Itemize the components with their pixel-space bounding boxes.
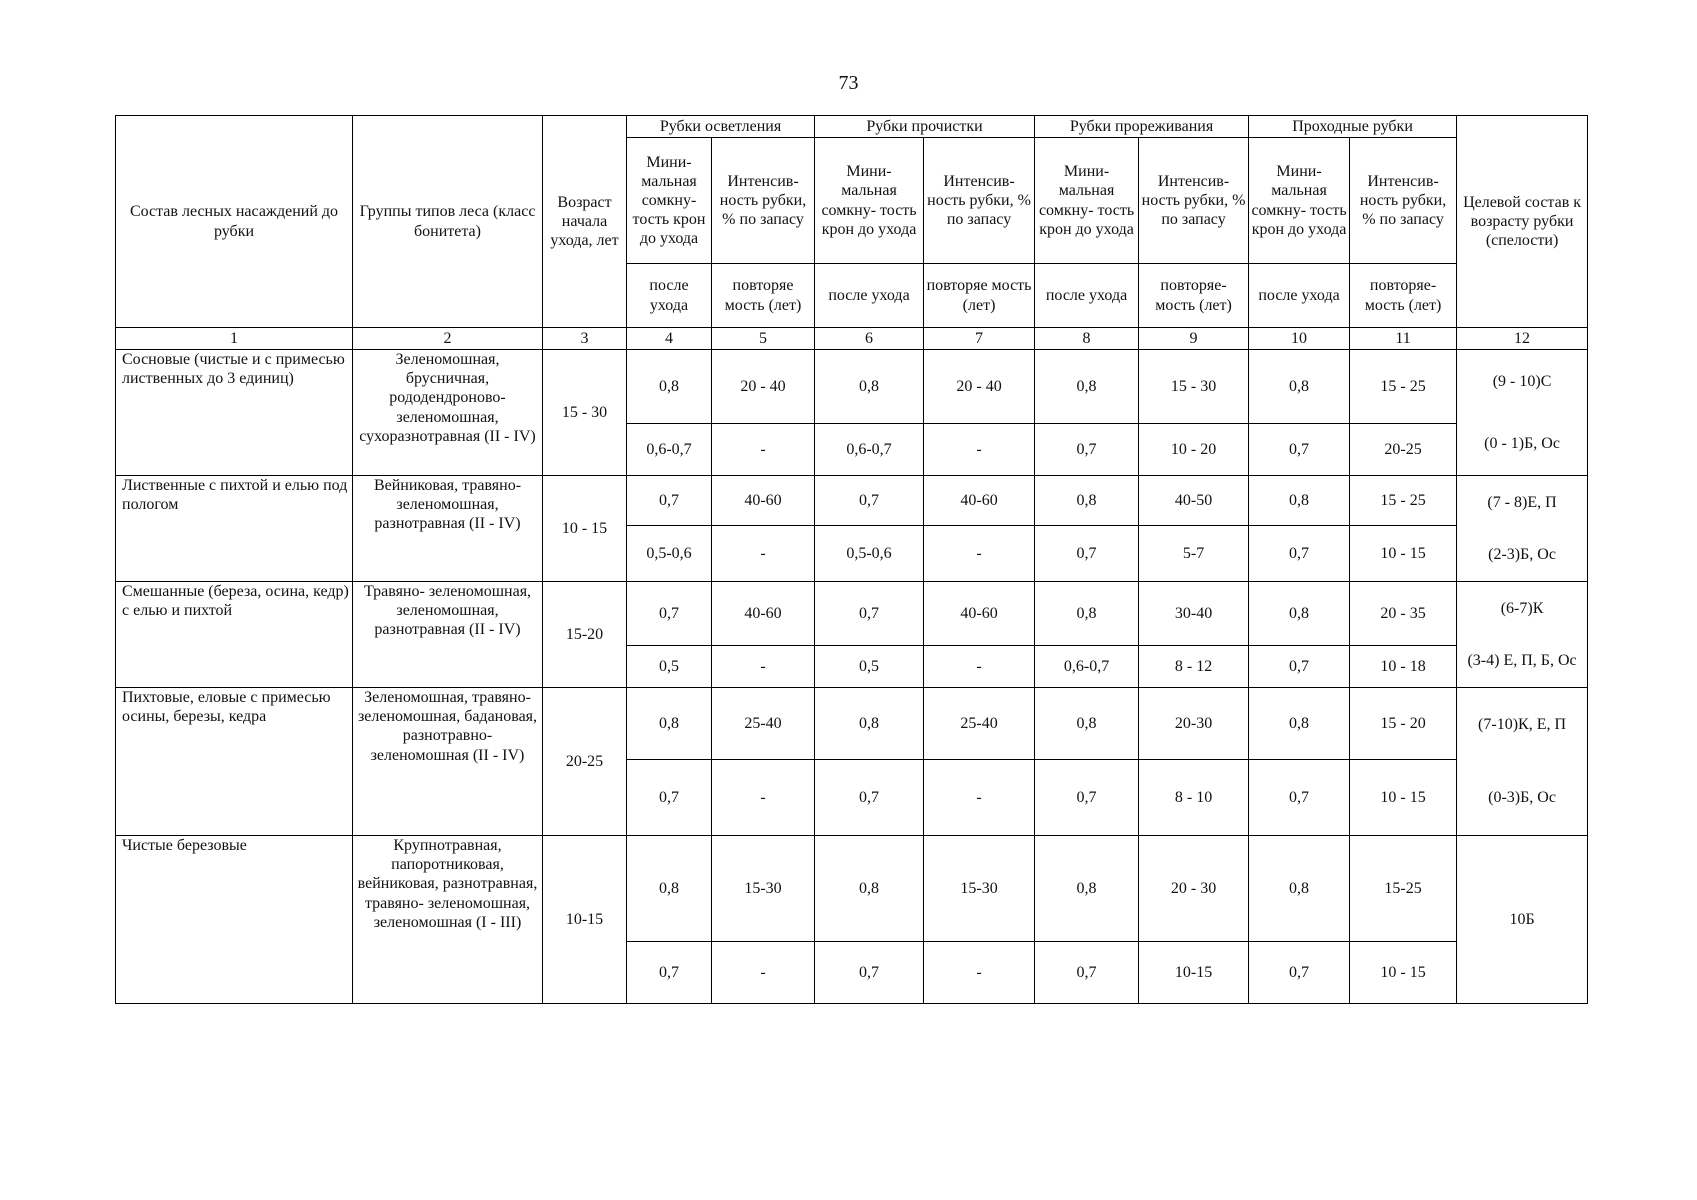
column-number-row	[116, 328, 1588, 350]
table-row	[116, 582, 1588, 646]
value-cell: 5-7	[1139, 526, 1249, 582]
column-number: 2	[353, 328, 543, 350]
composition-cell: Пихтовые, еловые с примесью осины, березы, кедра	[116, 688, 353, 836]
value-cell: 0,5	[815, 646, 924, 688]
header-intensity: Интенсив- ность рубки, % по запасу	[1350, 138, 1457, 264]
value-cell: 0,8	[627, 350, 712, 424]
composition-cell: Смешанные (береза, осина, кедр) с елью и пихтой	[116, 582, 353, 688]
value-cell: 10 - 18	[1350, 646, 1457, 688]
value-cell: 30-40	[1139, 582, 1249, 646]
header-min-closure: Мини- мальная сомкну- тость крон до ухода	[627, 138, 712, 264]
value-cell: 0,7	[627, 476, 712, 526]
header-after-care: после ухода	[1035, 264, 1139, 328]
value-cell: 20 - 40	[712, 350, 815, 424]
value-cell: 10 - 20	[1139, 424, 1249, 476]
value-cell: 0,7	[1035, 424, 1139, 476]
value-cell: -	[712, 760, 815, 836]
header-intensity: Интенсив- ность рубки, % по запасу	[924, 138, 1035, 264]
table-row	[116, 476, 1588, 526]
column-number: 7	[924, 328, 1035, 350]
value-cell: 15-25	[1350, 836, 1457, 942]
target-admixture: (0-3)Б, Ос	[1488, 789, 1556, 807]
value-cell: 0,8	[815, 350, 924, 424]
value-cell: 0,7	[1249, 424, 1350, 476]
age-cell: 10-15	[543, 836, 627, 1004]
age-cell: 10 - 15	[543, 476, 627, 582]
target-main: (7 - 8)Е, П	[1487, 493, 1557, 511]
value-cell: 0,5-0,6	[815, 526, 924, 582]
value-cell: 0,8	[1035, 836, 1139, 942]
header-repeat: повторяе- мость (лет)	[1350, 264, 1457, 328]
value-cell: 0,8	[1249, 476, 1350, 526]
value-cell: -	[924, 942, 1035, 1004]
target-admixture: (3-4) Е, П, Б, Ос	[1467, 651, 1577, 669]
header-forest-groups: Группы типов леса (класс бонитета)	[353, 116, 543, 328]
target-admixture: (2-3)Б, Ос	[1488, 545, 1556, 563]
column-number: 11	[1350, 328, 1457, 350]
header-composition: Состав лесных насаждений до рубки	[116, 116, 353, 328]
header-intensity: Интенсив- ность рубки, % по запасу	[1139, 138, 1249, 264]
value-cell: 0,5	[627, 646, 712, 688]
forest-groups-cell: Зеленомошная, травяно- зеленомошная, бадановая, разнотравно- зеленомошная (II - IV)	[353, 688, 543, 836]
value-cell: -	[712, 424, 815, 476]
value-cell: -	[924, 526, 1035, 582]
value-cell: -	[712, 942, 815, 1004]
composition-cell: Чистые березовые	[116, 836, 353, 1004]
forest-groups-cell: Вейниковая, травяно- зеленомошная, разнотравная (II - IV)	[353, 476, 543, 582]
column-number: 4	[627, 328, 712, 350]
forest-care-table	[115, 115, 1588, 1004]
target-main: (9 - 10)С	[1492, 372, 1552, 390]
value-cell: 0,7	[815, 476, 924, 526]
value-cell: 0,7	[815, 760, 924, 836]
target-cell	[1457, 582, 1588, 688]
value-cell: 0,8	[627, 688, 712, 760]
header-min-closure: Мини- мальная сомкну- тость крон до ухода	[1035, 138, 1139, 264]
header-after-care: после ухода	[815, 264, 924, 328]
table-row	[116, 688, 1588, 760]
value-cell: 0,8	[1249, 836, 1350, 942]
value-cell: -	[924, 424, 1035, 476]
forest-groups-cell: Крупнотравная, папоротниковая, вейниковая, разнотравная, травяно- зеленомошная, зеленомошная (I - III)	[353, 836, 543, 1004]
value-cell: 0,8	[1035, 582, 1139, 646]
value-cell: 10 - 15	[1350, 526, 1457, 582]
value-cell: 0,7	[627, 582, 712, 646]
value-cell: 0,7	[1035, 760, 1139, 836]
value-cell: 10 - 15	[1350, 760, 1457, 836]
value-cell: 0,7	[627, 942, 712, 1004]
value-cell: 0,7	[1249, 760, 1350, 836]
value-cell: 0,8	[1249, 350, 1350, 424]
header-after-care: после ухода	[1249, 264, 1350, 328]
age-cell: 15-20	[543, 582, 627, 688]
value-cell: 15 - 25	[1350, 350, 1457, 424]
value-cell: 20 - 30	[1139, 836, 1249, 942]
value-cell: -	[712, 526, 815, 582]
value-cell: 0,6-0,7	[815, 424, 924, 476]
value-cell: 15 - 25	[1350, 476, 1457, 526]
value-cell: 0,7	[1249, 646, 1350, 688]
value-cell: 20-25	[1350, 424, 1457, 476]
column-number: 8	[1035, 328, 1139, 350]
value-cell: 0,8	[1249, 688, 1350, 760]
header-repeat: повторяе- мость (лет)	[1139, 264, 1249, 328]
forest-groups-cell: Травяно- зеленомошная, зеленомошная, разнотравная (II - IV)	[353, 582, 543, 688]
value-cell: 0,8	[627, 836, 712, 942]
header-min-closure: Мини- мальная сомкну- тость крон до ухода	[1249, 138, 1350, 264]
header-cutting-thinning: Рубки прореживания	[1035, 116, 1249, 138]
value-cell: 15 - 20	[1350, 688, 1457, 760]
value-cell: 15 - 30	[1139, 350, 1249, 424]
value-cell: 40-60	[924, 476, 1035, 526]
value-cell: 20-30	[1139, 688, 1249, 760]
forest-groups-cell: Зеленомошная, брусничная, рододендроново- зеленомошная, сухоразнотравная (II - IV)	[353, 350, 543, 476]
header-cutting-lightening: Рубки осветления	[627, 116, 815, 138]
value-cell: 0,8	[1035, 688, 1139, 760]
age-cell: 20-25	[543, 688, 627, 836]
value-cell: -	[924, 760, 1035, 836]
header-cutting-passage: Проходные рубки	[1249, 116, 1457, 138]
value-cell: 15-30	[924, 836, 1035, 942]
value-cell: 40-60	[712, 582, 815, 646]
target-cell	[1457, 688, 1588, 836]
target-main: (7-10)К, Е, П	[1478, 716, 1567, 734]
value-cell: 0,5-0,6	[627, 526, 712, 582]
target-cell	[1457, 476, 1588, 582]
value-cell: 0,7	[815, 582, 924, 646]
value-cell: 0,8	[815, 688, 924, 760]
header-start-age: Возраст начала ухода, лет	[543, 116, 627, 328]
value-cell: 0,7	[815, 942, 924, 1004]
value-cell: 20 - 40	[924, 350, 1035, 424]
header-intensity: Интенсив- ность рубки, % по запасу	[712, 138, 815, 264]
composition-cell: Лиственные с пихтой и елью под пологом	[116, 476, 353, 582]
column-number: 1	[116, 328, 353, 350]
value-cell: 0,8	[1035, 350, 1139, 424]
value-cell: 0,8	[1249, 582, 1350, 646]
value-cell: -	[712, 646, 815, 688]
target-main: (6-7)К	[1500, 599, 1544, 617]
header-min-closure: Мини- мальная сомкну- тость крон до ухода	[815, 138, 924, 264]
value-cell: 40-60	[712, 476, 815, 526]
value-cell: 10 - 15	[1350, 942, 1457, 1004]
column-number: 3	[543, 328, 627, 350]
value-cell: 0,8	[815, 836, 924, 942]
header-repeat: повторяе мость (лет)	[712, 264, 815, 328]
header-cutting-cleaning: Рубки прочистки	[815, 116, 1035, 138]
value-cell: 40-50	[1139, 476, 1249, 526]
value-cell: 25-40	[712, 688, 815, 760]
value-cell: 0,7	[1249, 942, 1350, 1004]
value-cell: 8 - 10	[1139, 760, 1249, 836]
page-number: 73	[838, 72, 859, 94]
target-admixture: (0 - 1)Б, Ос	[1484, 434, 1560, 452]
value-cell: 8 - 12	[1139, 646, 1249, 688]
header-after-care: после ухода	[627, 264, 712, 328]
header-target: Целевой состав к возрасту рубки (спелости)	[1457, 116, 1588, 328]
column-number: 6	[815, 328, 924, 350]
value-cell: 0,7	[627, 760, 712, 836]
target-cell	[1457, 350, 1588, 476]
column-number: 10	[1249, 328, 1350, 350]
value-cell: 10-15	[1139, 942, 1249, 1004]
target-cell: 10Б	[1457, 836, 1588, 1004]
value-cell: 0,7	[1249, 526, 1350, 582]
composition-cell: Сосновые (чистые и с примесью лиственных до 3 единиц)	[116, 350, 353, 476]
column-number: 12	[1457, 328, 1588, 350]
value-cell: 0,6-0,7	[1035, 646, 1139, 688]
value-cell: -	[924, 646, 1035, 688]
value-cell: 15-30	[712, 836, 815, 942]
column-number: 5	[712, 328, 815, 350]
value-cell: 25-40	[924, 688, 1035, 760]
value-cell: 0,8	[1035, 476, 1139, 526]
value-cell: 40-60	[924, 582, 1035, 646]
table-row	[116, 836, 1588, 942]
value-cell: 0,7	[1035, 942, 1139, 1004]
column-number: 9	[1139, 328, 1249, 350]
value-cell: 20 - 35	[1350, 582, 1457, 646]
value-cell: 0,7	[1035, 526, 1139, 582]
age-cell: 15 - 30	[543, 350, 627, 476]
value-cell: 0,6-0,7	[627, 424, 712, 476]
table-row	[116, 350, 1588, 424]
header-repeat: повторяе мость (лет)	[924, 264, 1035, 328]
